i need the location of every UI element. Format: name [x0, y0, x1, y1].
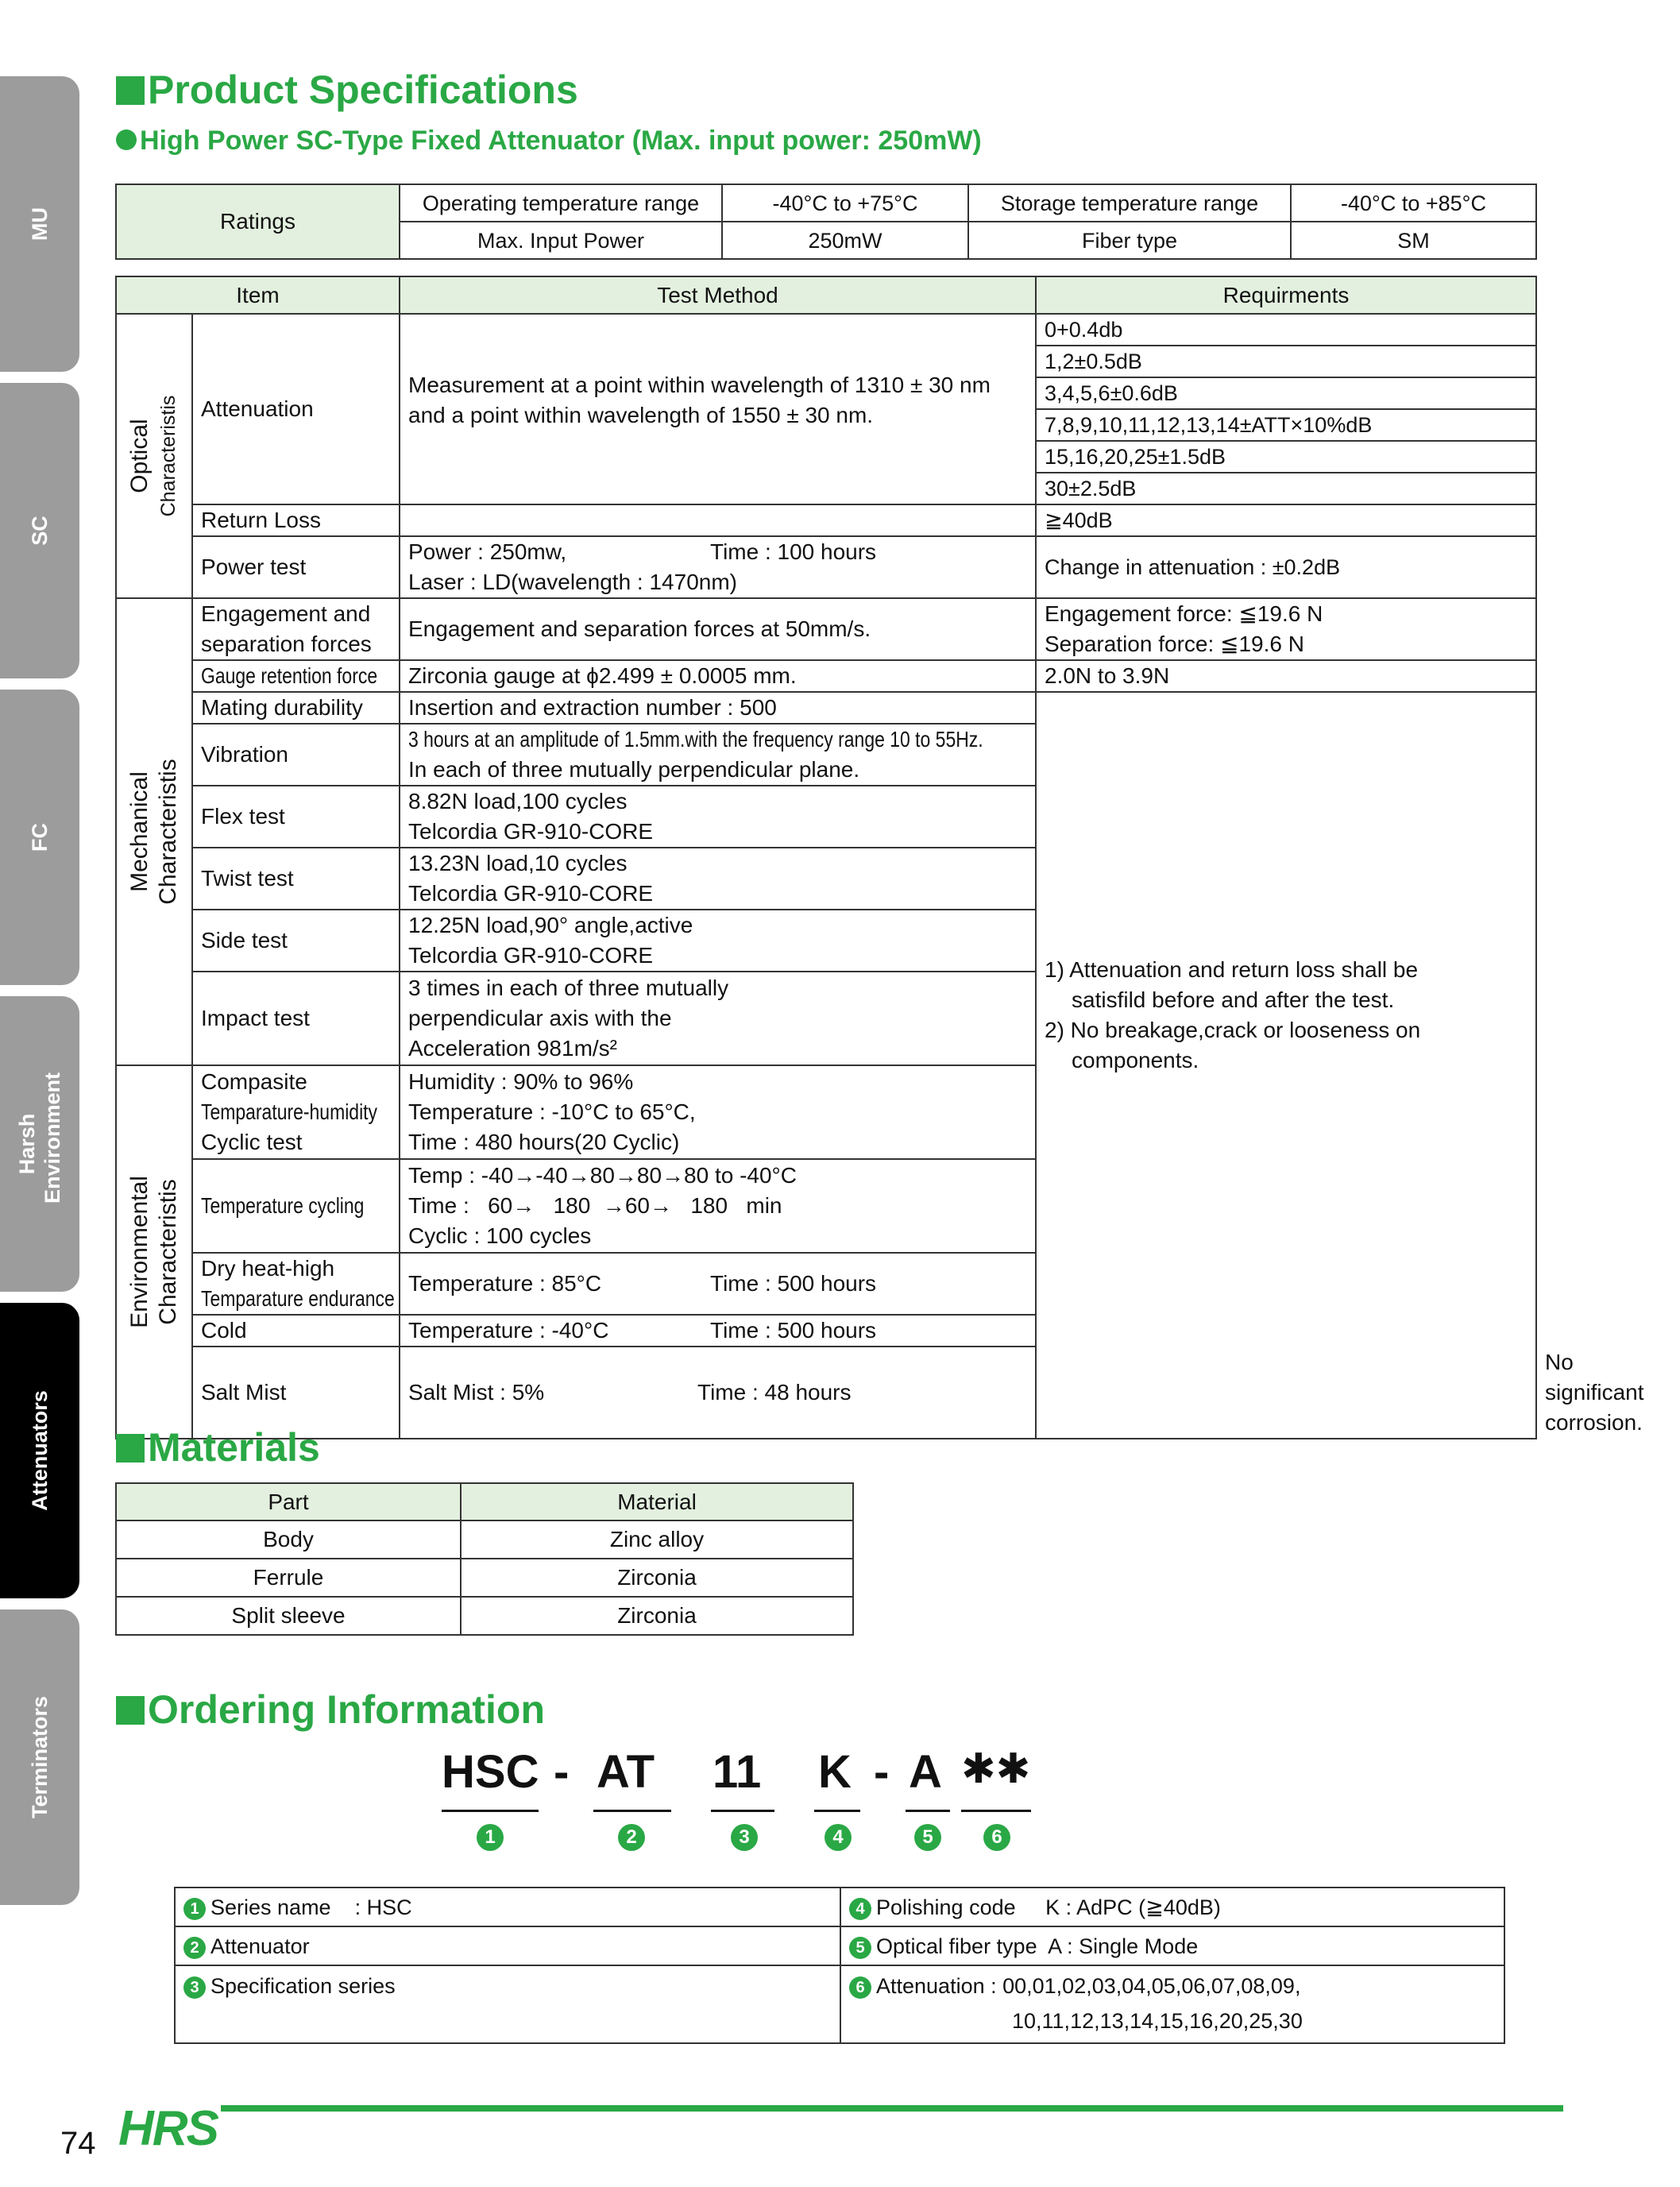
item-impact: Impact test — [192, 972, 400, 1065]
req-attenuation-2: 3,4,5,6±0.6dB — [1036, 377, 1536, 409]
page-number: 74 — [60, 2126, 96, 2161]
item-side: Side test — [192, 910, 400, 972]
item-gauge: Gauge retention force — [192, 660, 400, 692]
square-bullet-icon — [116, 1696, 145, 1725]
header-item: Item — [116, 276, 400, 314]
req-attenuation-1: 1,2±0.5dB — [1036, 346, 1536, 377]
req-shared: 1) Attenuation and return loss shall be satisfild before and after the test. 2) No breakage,crack or looseness on components. — [1036, 692, 1536, 1439]
code-series: HSC — [442, 1746, 539, 1798]
op-temp-value: -40°C to +75°C — [722, 184, 968, 222]
item-composite: Compasite Temparature-humidity Cyclic test — [192, 1065, 400, 1159]
order-fiber: 5 Optical fiber type A : Single Mode — [840, 1926, 1504, 1965]
method-gauge: Zirconia gauge at ϕ2.499 ± 0.0005 mm. — [400, 660, 1036, 692]
item-dry-heat: Dry heat-high Temparature endurance — [192, 1253, 400, 1315]
req-attenuation-4: 15,16,20,25±1.5dB — [1036, 441, 1536, 473]
req-power-test: Change in attenuation : ±0.2dB — [1036, 536, 1536, 598]
ordering-heading: Ordering Information — [116, 1687, 545, 1733]
footer-rule — [221, 2105, 1563, 2112]
specs-table: Item Test Method Requirments Optical Characteristis Attenuation Measurement at a point within wavelength of 1310 ± 30 nm and a point within wavelength of 1550 ± 30 nm. 0+0.4db 1,2±0.5dB 3,4,5,6±0.6dB 7,8,9,10,11,12,13,14±ATT×10%dB 15,16,20,25±1.5dB 30±2.5dB Return Loss ≧40dB Power test Power : 250mw, Time : 100 hours Laser : LD(wavelength : 1470nm) Change in attenuation : ±0.2dB Mechanical Characteristis Engagement and separation forces Engagement and separation forces at 50mm/s. Engagement force: ≦19.6 N Separation force: ≦19.6 N Gauge retention force Zirconia gauge at ϕ2.499 ± 0.0005 mm. 2.0N to 3.9N Mating durability Insertion and extraction number : 500 1) Attenuation and return loss shall be satisfild before and after the test. 2) No breakage,crack or looseness on components. Vibration 3 hours at an amplitude of 1.5mm.with the frequency range 10 to 55Hz. In each of three mutually perpendicular plane. Flex test 8.82N load,100 cycles Telcordia GR-910-CORE Twist test 13.23N load,10 cycles Telcordia GR-910-CORE Side test 12.25N load,90° angle,active Telcordia GR-910-CORE Impact test 3 times in each of three mutually perpendicular axis with the Acceleration 981m/s² Environmental Characteristis Compasite Temparature-humidity Cyclic test Humidity : 90% to 96% Temperature : -10°C to 65°C, Time : 480 hours(20 Cyclic) Temperature cycling Temp : -40→-40→80→80→80 to -40°C Time : 60→ 180 →60→ 180 min Cyclic : 100 cycles Dry heat-high Temparature endurance Temperature : 85°C Time : 500 hours Cold Temperature : -40°C Time : 500 hours Salt Mist Salt Mist : 5% Time : 48 hours No significant corrosion. — [115, 276, 1537, 1439]
tab-sc[interactable]: SC — [0, 383, 79, 678]
item-flex: Flex test — [192, 786, 400, 848]
code-dash: - — [554, 1746, 570, 1798]
square-bullet-icon — [116, 1434, 145, 1463]
material-part: Ferrule — [116, 1559, 461, 1597]
num-1-badge: 1 — [477, 1824, 504, 1851]
method-twist: 13.23N load,10 cycles Telcordia GR-910-CORE — [400, 848, 1036, 910]
method-vibration: 3 hours at an amplitude of 1.5mm.with the frequency range 10 to 55Hz. In each of three mutually perpendicular plane. — [400, 724, 1036, 786]
code-underline — [593, 1810, 671, 1812]
square-bullet-icon — [116, 76, 145, 105]
method-return-loss — [400, 504, 1036, 536]
req-attenuation-5: 30±2.5dB — [1036, 473, 1536, 504]
code-underline — [814, 1810, 860, 1812]
header-test-method: Test Method — [400, 276, 1036, 314]
tab-fc[interactable]: FC — [0, 690, 79, 985]
code-attenuator: AT — [597, 1746, 655, 1798]
method-mating: Insertion and extraction number : 500 — [400, 692, 1036, 724]
materials-header-part: Part — [116, 1483, 461, 1520]
code-spec-series: 11 — [713, 1746, 762, 1798]
fiber-type-label: Fiber type — [968, 222, 1291, 259]
req-gauge: 2.0N to 3.9N — [1036, 660, 1536, 692]
order-attenuation: 6 Attenuation : 00,01,02,03,04,05,06,07,08,09, 10,11,12,13,14,15,16,20,25,30 — [840, 1965, 1504, 2043]
material-value: Zinc alloy — [461, 1520, 853, 1559]
storage-label: Storage temperature range — [968, 184, 1291, 222]
item-twist: Twist test — [192, 848, 400, 910]
product-specs-heading: Product Specifications — [116, 67, 578, 113]
group-optical: Optical Characteristis — [116, 314, 192, 598]
tab-attenuators[interactable]: Attenuators — [0, 1303, 79, 1598]
subtitle: High Power SC-Type Fixed Attenuator (Max. input power: 250mW) — [116, 126, 982, 156]
materials-heading: Materials — [116, 1424, 320, 1470]
item-mating: Mating durability — [192, 692, 400, 724]
tab-harsh-environment[interactable]: Harsh Environment — [0, 996, 79, 1292]
num-5-badge: 5 — [914, 1824, 941, 1851]
code-underline — [711, 1810, 774, 1812]
hrs-logo: HRS — [118, 2101, 218, 2156]
method-attenuation: Measurement at a point within wavelength of 1310 ± 30 nm and a point within wavelength of 1550 ± 30 nm. — [400, 314, 1036, 504]
method-composite: Humidity : 90% to 96% Temperature : -10°C to 65°C, Time : 480 hours(20 Cyclic) — [400, 1065, 1036, 1159]
req-attenuation-0: 0+0.4db — [1036, 314, 1536, 346]
num-2-badge: 2 — [618, 1824, 645, 1851]
req-attenuation-3: 7,8,9,10,11,12,13,14±ATT×10%dB — [1036, 409, 1536, 441]
group-environmental: Environmental Characteristis — [116, 1065, 192, 1439]
order-polishing: 4 Polishing code K : AdPC (≧40dB) — [840, 1888, 1504, 1926]
code-underline — [961, 1810, 1031, 1812]
method-engagement: Engagement and separation forces at 50mm/s. — [400, 598, 1036, 660]
item-power-test: Power test — [192, 536, 400, 598]
max-power-label: Max. Input Power — [400, 222, 722, 259]
material-value: Zirconia — [461, 1559, 853, 1597]
ratings-table — [115, 184, 1537, 260]
code-underline — [906, 1810, 950, 1812]
method-impact: 3 times in each of three mutually perpendicular axis with the Acceleration 981m/s² — [400, 972, 1036, 1065]
ordering-table — [174, 1887, 1505, 2044]
materials-table — [115, 1482, 854, 1636]
ratings-label: Ratings — [116, 184, 400, 259]
max-power-value: 250mW — [722, 222, 968, 259]
tab-mu[interactable]: MU — [0, 76, 79, 372]
method-temp-cycling: Temp : -40→-40→80→80→80 to -40°C Time : 60→ 180 →60→ 180 min Cyclic : 100 cycles — [400, 1159, 1036, 1253]
order-attenuator: 2 Attenuator — [175, 1926, 840, 1965]
method-cold: Temperature : -40°C Time : 500 hours — [400, 1315, 1036, 1347]
header-requirements: Requirments — [1036, 276, 1536, 314]
storage-value: -40°C to +85°C — [1291, 184, 1536, 222]
order-series: 1 Series name : HSC — [175, 1888, 840, 1926]
item-cold: Cold — [192, 1315, 400, 1347]
code-dash: - — [874, 1746, 890, 1798]
group-mechanical: Mechanical Characteristis — [116, 598, 192, 1065]
req-engagement: Engagement force: ≦19.6 N Separation force: ≦19.6 N — [1036, 598, 1536, 660]
fiber-type-value: SM — [1291, 222, 1536, 259]
req-return-loss: ≧40dB — [1036, 504, 1536, 536]
material-part: Split sleeve — [116, 1597, 461, 1635]
order-spec-series: 3 Specification series — [175, 1965, 840, 2043]
method-flex: 8.82N load,100 cycles Telcordia GR-910-CORE — [400, 786, 1036, 848]
code-polishing: K — [818, 1746, 852, 1798]
item-salt: Salt Mist — [192, 1347, 400, 1439]
code-fiber: A — [909, 1746, 942, 1798]
tab-terminators[interactable]: Terminators — [0, 1609, 79, 1905]
item-engagement: Engagement and separation forces — [192, 598, 400, 660]
item-return-loss: Return Loss — [192, 504, 400, 536]
materials-header-material: Material — [461, 1483, 853, 1520]
method-side: 12.25N load,90° angle,active Telcordia GR-910-CORE — [400, 910, 1036, 972]
method-power-test: Power : 250mw, Time : 100 hours Laser : LD(wavelength : 1470nm) — [400, 536, 1036, 598]
item-attenuation: Attenuation — [192, 314, 400, 504]
material-value: Zirconia — [461, 1597, 853, 1635]
code-attenuation: ✱✱ — [961, 1746, 1031, 1792]
item-temp-cycling: Temperature cycling — [192, 1159, 400, 1253]
item-vibration: Vibration — [192, 724, 400, 786]
num-6-badge: 6 — [983, 1824, 1010, 1851]
num-3-badge: 3 — [731, 1824, 758, 1851]
num-4-badge: 4 — [825, 1824, 852, 1851]
material-part: Body — [116, 1520, 461, 1559]
op-temp-label: Operating temperature range — [400, 184, 722, 222]
method-salt: Salt Mist : 5% Time : 48 hours — [400, 1347, 1036, 1439]
code-underline — [442, 1810, 539, 1812]
method-dry-heat: Temperature : 85°C Time : 500 hours — [400, 1253, 1036, 1315]
circle-bullet-icon — [116, 129, 137, 150]
